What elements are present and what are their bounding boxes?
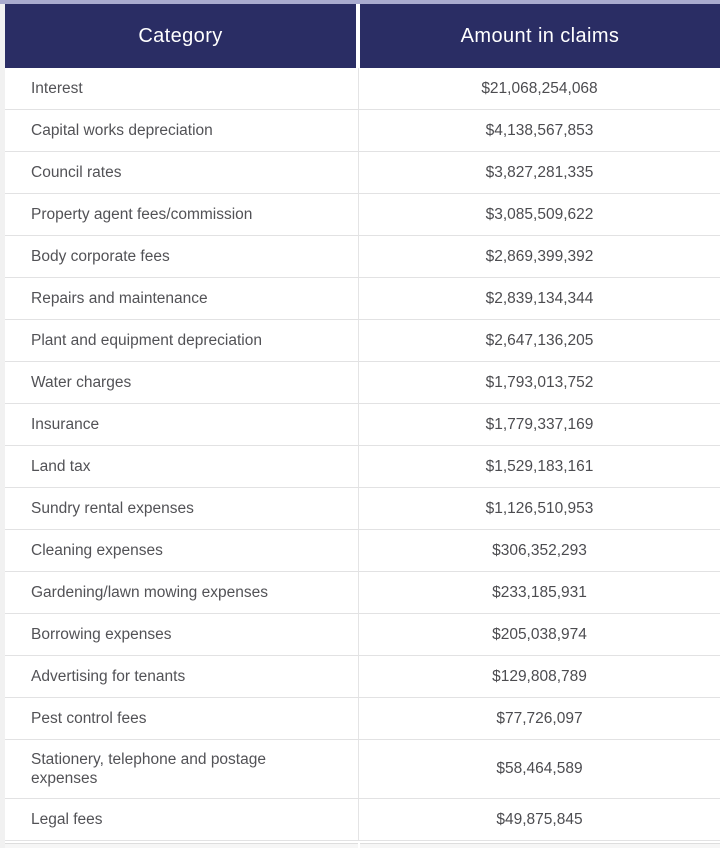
table-row bbox=[5, 572, 720, 614]
table-row bbox=[5, 488, 720, 530]
amount-cell: $4,138,567,853 bbox=[358, 110, 720, 151]
table-header-row bbox=[5, 4, 720, 68]
category-cell: Body corporate fees bbox=[31, 248, 170, 265]
amount-cell: $129,808,789 bbox=[358, 656, 720, 697]
claims-table bbox=[5, 4, 720, 848]
table-body bbox=[5, 68, 720, 841]
table-row bbox=[5, 194, 720, 236]
table-row bbox=[5, 740, 720, 799]
table-row bbox=[5, 656, 720, 698]
table-row bbox=[5, 614, 720, 656]
category-cell: Capital works depreciation bbox=[31, 122, 213, 139]
table-row bbox=[5, 362, 720, 404]
category-cell: Stationery, telephone and postage expenses bbox=[31, 751, 266, 787]
amount-cell: $3,827,281,335 bbox=[358, 152, 720, 193]
category-cell: Borrowing expenses bbox=[31, 626, 172, 643]
amount-cell: $49,875,845 bbox=[358, 799, 720, 840]
table-row bbox=[5, 110, 720, 152]
amount-cell: $58,464,589 bbox=[358, 740, 720, 798]
table-row bbox=[5, 404, 720, 446]
amount-cell: $2,869,399,392 bbox=[358, 236, 720, 277]
amount-cell: $205,038,974 bbox=[358, 614, 720, 655]
category-cell: Land tax bbox=[31, 458, 91, 475]
category-cell: Plant and equipment depreciation bbox=[31, 332, 262, 349]
category-cell: Gardening/lawn mowing expenses bbox=[31, 584, 268, 601]
table-row bbox=[5, 152, 720, 194]
amount-cell: $1,126,510,953 bbox=[358, 488, 720, 529]
partial-category-cell bbox=[5, 843, 358, 848]
table-row bbox=[5, 320, 720, 362]
category-cell: Cleaning expenses bbox=[31, 542, 163, 559]
table-row bbox=[5, 446, 720, 488]
column-header-category: Category bbox=[5, 4, 356, 68]
amount-cell: $3,085,509,622 bbox=[358, 194, 720, 235]
category-cell: Sundry rental expenses bbox=[31, 500, 194, 517]
amount-cell: $77,726,097 bbox=[358, 698, 720, 739]
amount-cell: $233,185,931 bbox=[358, 572, 720, 613]
category-cell: Interest bbox=[31, 80, 83, 97]
category-cell: Legal fees bbox=[31, 811, 103, 828]
amount-cell: $1,793,013,752 bbox=[358, 362, 720, 403]
amount-cell: $306,352,293 bbox=[358, 530, 720, 571]
category-cell: Water charges bbox=[31, 374, 132, 391]
column-header-amount: Amount in claims bbox=[360, 4, 720, 68]
category-cell: Advertising for tenants bbox=[31, 668, 186, 685]
amount-cell: $1,529,183,161 bbox=[358, 446, 720, 487]
table-row bbox=[5, 530, 720, 572]
category-cell: Property agent fees/commission bbox=[31, 206, 253, 223]
table-row bbox=[5, 68, 720, 110]
amount-cell: $2,647,136,205 bbox=[358, 320, 720, 361]
partial-amount-cell bbox=[360, 843, 720, 848]
table-row bbox=[5, 236, 720, 278]
amount-cell: $2,839,134,344 bbox=[358, 278, 720, 319]
amount-cell: $1,779,337,169 bbox=[358, 404, 720, 445]
category-cell: Pest control fees bbox=[31, 710, 147, 727]
amount-cell: $21,068,254,068 bbox=[358, 68, 720, 109]
table-row bbox=[5, 799, 720, 841]
category-cell: Council rates bbox=[31, 164, 122, 181]
table-row bbox=[5, 278, 720, 320]
partial-next-row bbox=[5, 843, 720, 848]
table-row bbox=[5, 698, 720, 740]
category-cell: Insurance bbox=[31, 416, 100, 433]
category-cell: Repairs and maintenance bbox=[31, 290, 208, 307]
left-gutter bbox=[0, 4, 5, 848]
